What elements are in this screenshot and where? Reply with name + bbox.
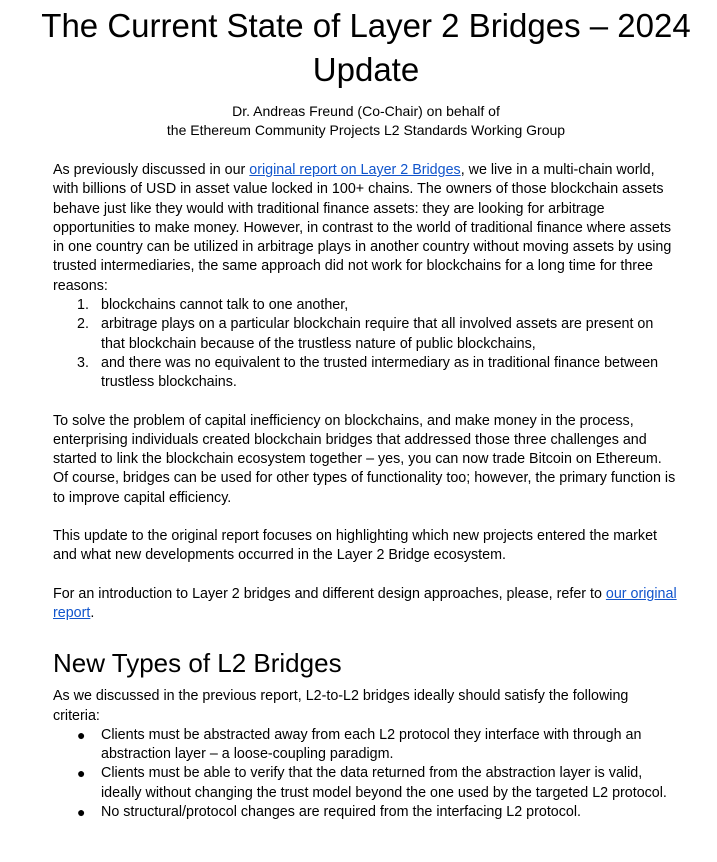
document-page <box>41 0 691 822</box>
paragraph-spacer <box>53 393 678 412</box>
list-item-text: blockchains cannot talk to one another, <box>101 297 349 314</box>
list-item <box>53 354 678 393</box>
introduction-reference-paragraph <box>53 585 678 624</box>
list-item <box>53 803 678 822</box>
list-item-text: arbitrage plays on a particular blockchain require that all involved assets are present on that blockchain because of the trustless nature of public blockchains, <box>101 316 654 352</box>
bullet-icon: ● <box>77 765 86 782</box>
intro-text-after-link: , we live in a multi-chain world, with billions of USD in asset value locked in 100+ chains. The owners of those blockchain assets behave just like they would with traditional finance assets: they are looking for arbitrage opportunities to make money. However, in contrast to the world of traditional finance where assets in one country can be utilized in arbitrage plays in another country without moving assets by using trusted intermediaries, the same approach did not work for blockchains for a long time for three reasons: <box>53 162 672 294</box>
criteria-list <box>53 726 678 822</box>
capital-efficiency-paragraph: To solve the problem of capital inefficiency on blockchains, and make money in the process, enterprising individuals created blockchain bridges that addressed those three challenges and started to link the blockchain ecosystem together – yes, you can now trade Bitcoin on Ethereum. Of course, bridges can be used for other types of functionality too; however, the primary function is to improve capital efficiency. <box>53 412 676 506</box>
list-item <box>53 296 678 315</box>
list-number: 3. <box>77 354 89 371</box>
list-item-text: No structural/protocol changes are required from the interfacing L2 protocol. <box>101 804 581 821</box>
section-heading: New Types of L2 Bridges <box>53 648 342 679</box>
author-line-2: the Ethereum Community Projects L2 Standards Working Group <box>166 122 566 138</box>
paragraph-spacer <box>53 566 678 585</box>
list-item-text: Clients must be abstracted away from each L2 protocol they interface with through an abstraction layer – a loose-coupling paradigm. <box>101 726 642 763</box>
list-number: 2. <box>77 316 89 333</box>
paragraph-spacer <box>53 508 678 527</box>
list-item <box>53 315 678 354</box>
list-item <box>53 726 678 765</box>
intro-paragraph <box>53 161 678 296</box>
intro-text-before-link: As previously discussed in our <box>53 162 250 178</box>
section-intro-paragraph: As we discussed in the previous report, L2-to-L2 bridges ideally should satisfy the following criteria: <box>53 688 629 724</box>
list-item <box>53 764 678 803</box>
original-report-link[interactable]: original report on Layer 2 Bridges <box>249 162 461 178</box>
reference-text-after-link: . <box>90 604 95 621</box>
list-item-text: and there was no equivalent to the trusted intermediary as in traditional finance between trustless blockchains. <box>101 354 659 391</box>
author-block <box>36 102 696 140</box>
author-line-1: Dr. Andreas Freund (Co-Chair) on behalf of <box>232 103 500 119</box>
reasons-list <box>53 296 678 392</box>
bullet-icon: ● <box>77 804 86 821</box>
bullet-icon: ● <box>77 726 86 743</box>
reference-text-before-link: For an introduction to Layer 2 bridges and different design approaches, please, refer to <box>53 585 606 602</box>
list-item-text: Clients must be able to verify that the data returned from the abstraction layer is valid, ideally without changing the trust model beyond the one used by the targeted L2 protocol. <box>101 765 667 801</box>
document-title: The Current State of Layer 2 Bridges – 2024 Update <box>41 7 691 88</box>
section-heading-wrapper <box>53 646 678 680</box>
update-focus-paragraph: This update to the original report focuses on highlighting which new projects entered the market and what new developments occurred in the Layer 2 Bridge ecosystem. <box>53 528 657 564</box>
list-number: 1. <box>77 297 89 314</box>
our-original-report-link[interactable]: our original report <box>53 585 677 621</box>
